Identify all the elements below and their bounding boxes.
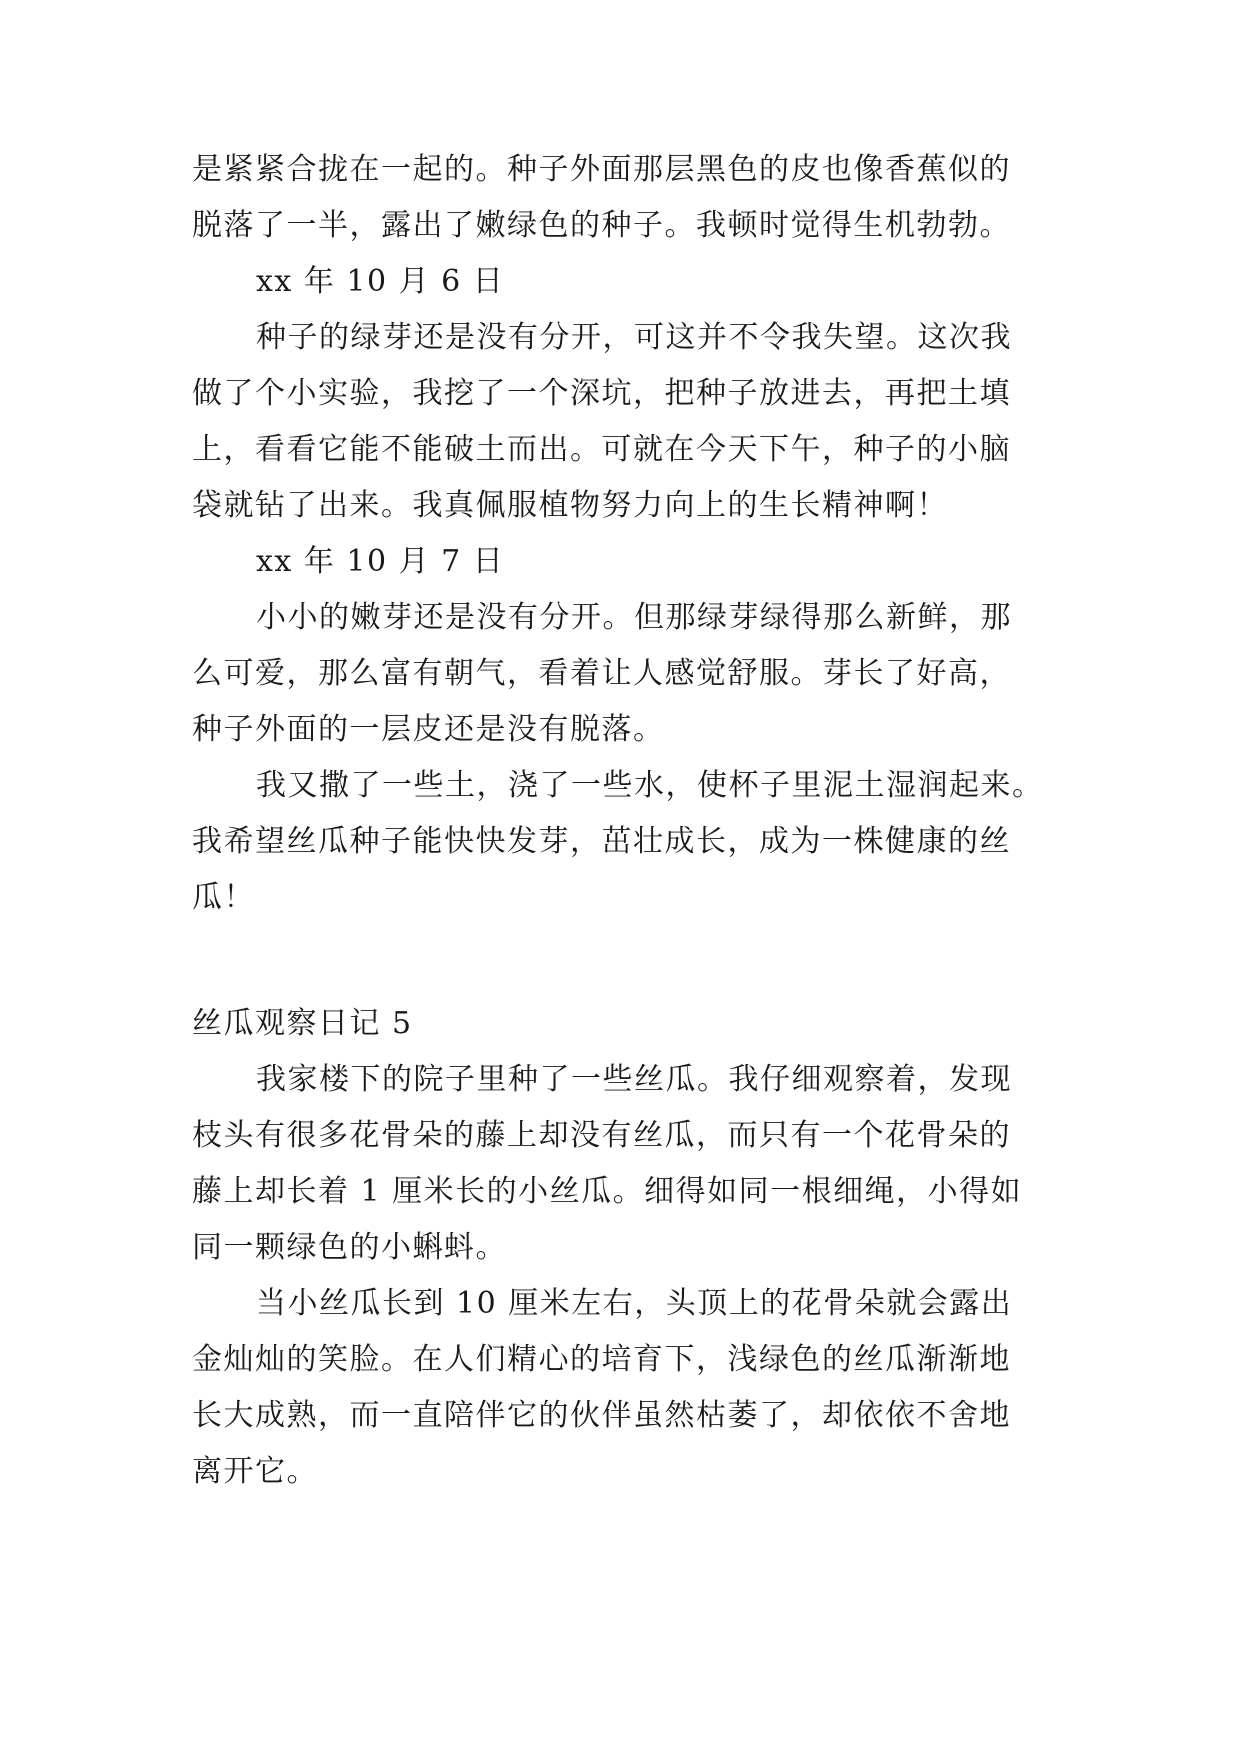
section-heading: 丝瓜观察日记 5 [192,1006,413,1041]
text-line: 做了个小实验，我挖了一个深坑，把种子放进去，再把土填 [192,376,1011,411]
text-line: 瓜！ [192,880,255,915]
text-line: 我又撒了一些土，浇了一些水，使杯子里泥土湿润起来。 [256,768,1044,803]
diary-date: xx 年 10 月 7 日 [256,544,505,579]
text-line: 我家楼下的院子里种了一些丝瓜。我仔细观察着，发现 [256,1062,1012,1097]
text-line: 离开它。 [192,1454,318,1489]
text-line: 金灿灿的笑脸。在人们精心的培育下，浅绿色的丝瓜渐渐地 [192,1342,1011,1377]
text-line: 上，看看它能不能破土而出。可就在今天下午，种子的小脑 [192,432,1011,467]
text-line: 同一颗绿色的小蝌蚪。 [192,1230,507,1265]
text-line: 我希望丝瓜种子能快快发芽，茁壮成长，成为一株健康的丝 [192,824,1011,859]
text-line: 种子外面的一层皮还是没有脱落。 [192,712,665,747]
text-line: 是紧紧合拢在一起的。种子外面那层黑色的皮也像香蕉似的 [192,152,1011,187]
text-line: 长大成熟，而一直陪伴它的伙伴虽然枯萎了，却依依不舍地 [192,1398,1011,1433]
text-line: 种子的绿芽还是没有分开，可这并不令我失望。这次我 [256,320,1012,355]
text-line: 藤上却长着 1 厘米长的小丝瓜。细得如同一根细绳，小得如 [192,1174,1023,1209]
text-line: 袋就钻了出来。我真佩服植物努力向上的生长精神啊！ [192,488,948,523]
diary-date: xx 年 10 月 6 日 [256,264,505,299]
text-line: 小小的嫩芽还是没有分开。但那绿芽绿得那么新鲜，那 [256,600,1012,635]
text-line: 枝头有很多花骨朵的藤上却没有丝瓜，而只有一个花骨朵的 [192,1118,1011,1153]
text-line: 么可爱，那么富有朝气，看着让人感觉舒服。芽长了好高， [192,656,1011,691]
text-line: 当小丝瓜长到 10 厘米左右，头顶上的花骨朵就会露出 [256,1286,1013,1321]
text-line: 脱落了一半，露出了嫩绿色的种子。我顿时觉得生机勃勃。 [192,208,1011,243]
